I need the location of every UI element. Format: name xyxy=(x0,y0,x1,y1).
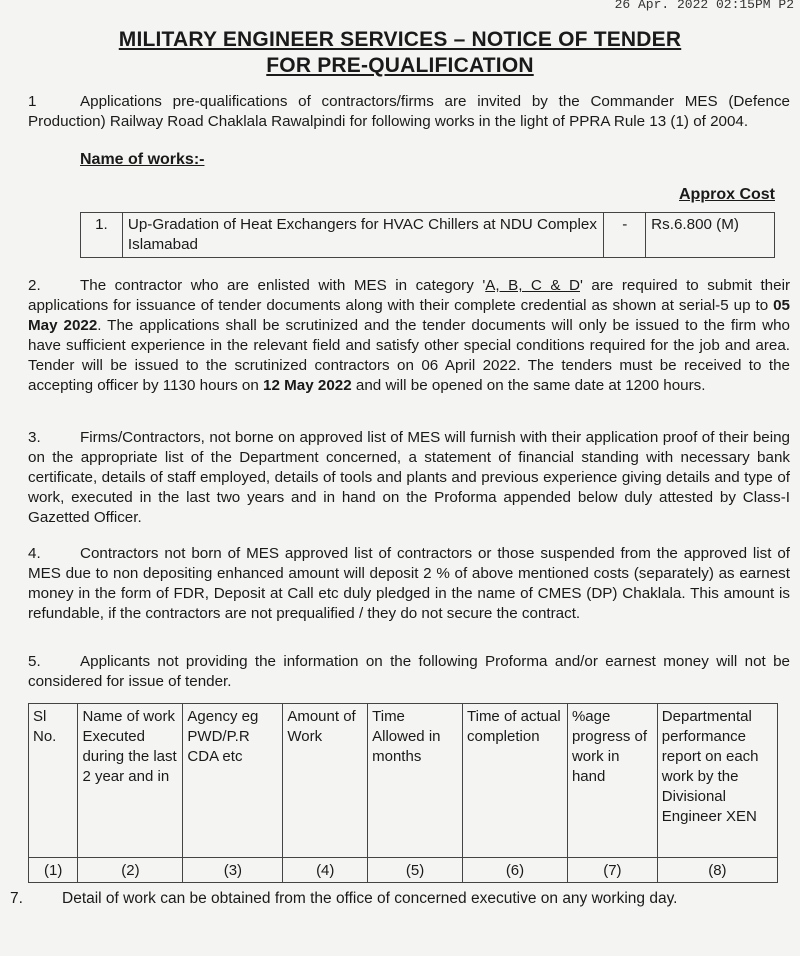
paragraph-text: Detail of work can be obtained from the office of concerned executive on any working day. xyxy=(62,890,678,907)
fax-timestamp: 26 Apr. 2022 02:15PM P2 xyxy=(614,0,794,12)
notice-title: MILITARY ENGINEER SERVICES – NOTICE OF TENDER xyxy=(118,28,682,51)
column-index: (6) xyxy=(463,858,568,883)
paragraph-text-part: . The applications shall be scrutinized and the tender documents will only be issued to the firm who have sufficient experience in the relevant field and satisfy other special conditions required for the job and area. Tender will be issued to the scrutinized contractors on 06 April 2022. The tenders must be received to the accepting officer by 1130 hours on xyxy=(28,317,790,394)
paragraph-2: 2. The contractor who are enlisted with MES in category 'A, B, C & D' are required to submit their applications for issuance of tender documents along with their complete credential as shown at serial-5 up to 05 May 2022. The applications shall be scrutinized and the tender documents will only be issued to the firm who have sufficient experience in the relevant field and satisfy other special conditions required for the job and area. Tender will be issued to the scrutinized contractors on 06 April 2022. The tenders must be received to the accepting officer by 1130 hours on 12 May 2022 and will be opened on the same date at 1200 hours. xyxy=(28,277,791,394)
work-description: Up-Gradation of Heat Exchangers for HVAC Chillers at NDU Complex Islamabad xyxy=(122,213,603,258)
header-agency: Agency eg PWD/P.R CDA etc xyxy=(183,704,283,858)
paragraph-number: 2. xyxy=(28,277,41,294)
proforma-header-row xyxy=(29,704,778,858)
paragraph-number: 5. xyxy=(28,653,41,670)
table-row xyxy=(81,213,775,258)
column-index: (2) xyxy=(78,858,183,883)
notice-subtitle: FOR PRE-QUALIFICATION xyxy=(266,54,534,77)
paragraph-text-part: are required to submit their applications for issuance of tender documents along with their complete credential as shown at serial-5 up to xyxy=(28,277,791,314)
column-index: (3) xyxy=(183,858,283,883)
works-table xyxy=(80,212,775,258)
work-serial: 1. xyxy=(81,213,123,258)
submission-deadline: 05 May 2022 xyxy=(28,297,790,334)
paragraph-5 xyxy=(28,652,790,692)
column-index: (5) xyxy=(368,858,463,883)
column-index: (7) xyxy=(567,858,657,883)
paragraph-1 xyxy=(28,92,790,132)
approx-cost-heading: Approx Cost xyxy=(679,186,775,203)
column-index: (1) xyxy=(29,858,78,883)
header-time-allowed: Time Allowed in months xyxy=(368,704,463,858)
paragraph-number: 1 xyxy=(28,93,37,110)
paragraph-number: 4. xyxy=(28,545,41,562)
tender-receipt-date: 12 May 2022 xyxy=(263,377,352,394)
header-actual-completion: Time of actual completion xyxy=(463,704,568,858)
name-of-works-heading: Name of works:- xyxy=(80,151,205,168)
category-list: A, B, C & D xyxy=(485,277,580,294)
proforma-index-row xyxy=(29,858,778,883)
work-cost: Rs.6.800 (M) xyxy=(646,213,775,258)
header-progress: %age progress of work in hand xyxy=(567,704,657,858)
paragraph-text-part: and will be opened on the same date at 1200 hours. xyxy=(351,377,706,394)
paragraph-text: Firms/Contractors, not borne on approved list of MES will furnish with their application proof of their being on the appropriate list of the Department concerned, a statement of financial standing with necessary bank certificate, details of staff employed, details of tools and plants and previous experience giving details and type of work, executed in the last two years and in hand on the Proforma appended below duly attested by Class-I Gazetted Officer. xyxy=(28,429,790,526)
paragraph-number: 3. xyxy=(28,429,41,446)
header-performance-report: Departmental performance report on each work by the Divisional Engineer XEN xyxy=(657,704,777,858)
paragraph-text: Applications pre-qualifications of contractors/firms are invited by the Commander MES (Defence Production) Railway Road Chaklala Rawalpindi for following works in the light of PPRA Rule 13 (1) of 2004. xyxy=(28,93,790,130)
paragraph-number: 7. xyxy=(10,890,23,907)
header-name-of-work: Name of work Executed during the last 2 year and in xyxy=(78,704,183,858)
header-amount: Amount of Work xyxy=(283,704,368,858)
paragraph-7 xyxy=(10,888,790,910)
column-index: (8) xyxy=(657,858,777,883)
proforma-table xyxy=(28,703,778,883)
column-index: (4) xyxy=(283,858,368,883)
paragraph-text-part: The contractor who are enlisted with MES in category xyxy=(80,277,483,294)
header-serial: Sl No. xyxy=(29,704,78,858)
paragraph-4 xyxy=(28,544,790,624)
paragraph-text: Contractors not born of MES approved list of contractors or those suspended from the approved list of MES due to non depositing enhanced amount will deposit 2 % of above mentioned costs (separately) as earnest money in the form of FDR, Deposit at Call etc duly pledged in the name of CMES (DP) Chaklala. This amount is refundable, if the contractors are not prequalified / they do not secure the contract. xyxy=(28,545,790,622)
paragraph-text: Applicants not providing the information on the following Proforma and/or earnest money will not be considered for issue of tender. xyxy=(28,653,790,690)
work-dash: - xyxy=(604,213,646,258)
paragraph-3 xyxy=(28,428,790,528)
